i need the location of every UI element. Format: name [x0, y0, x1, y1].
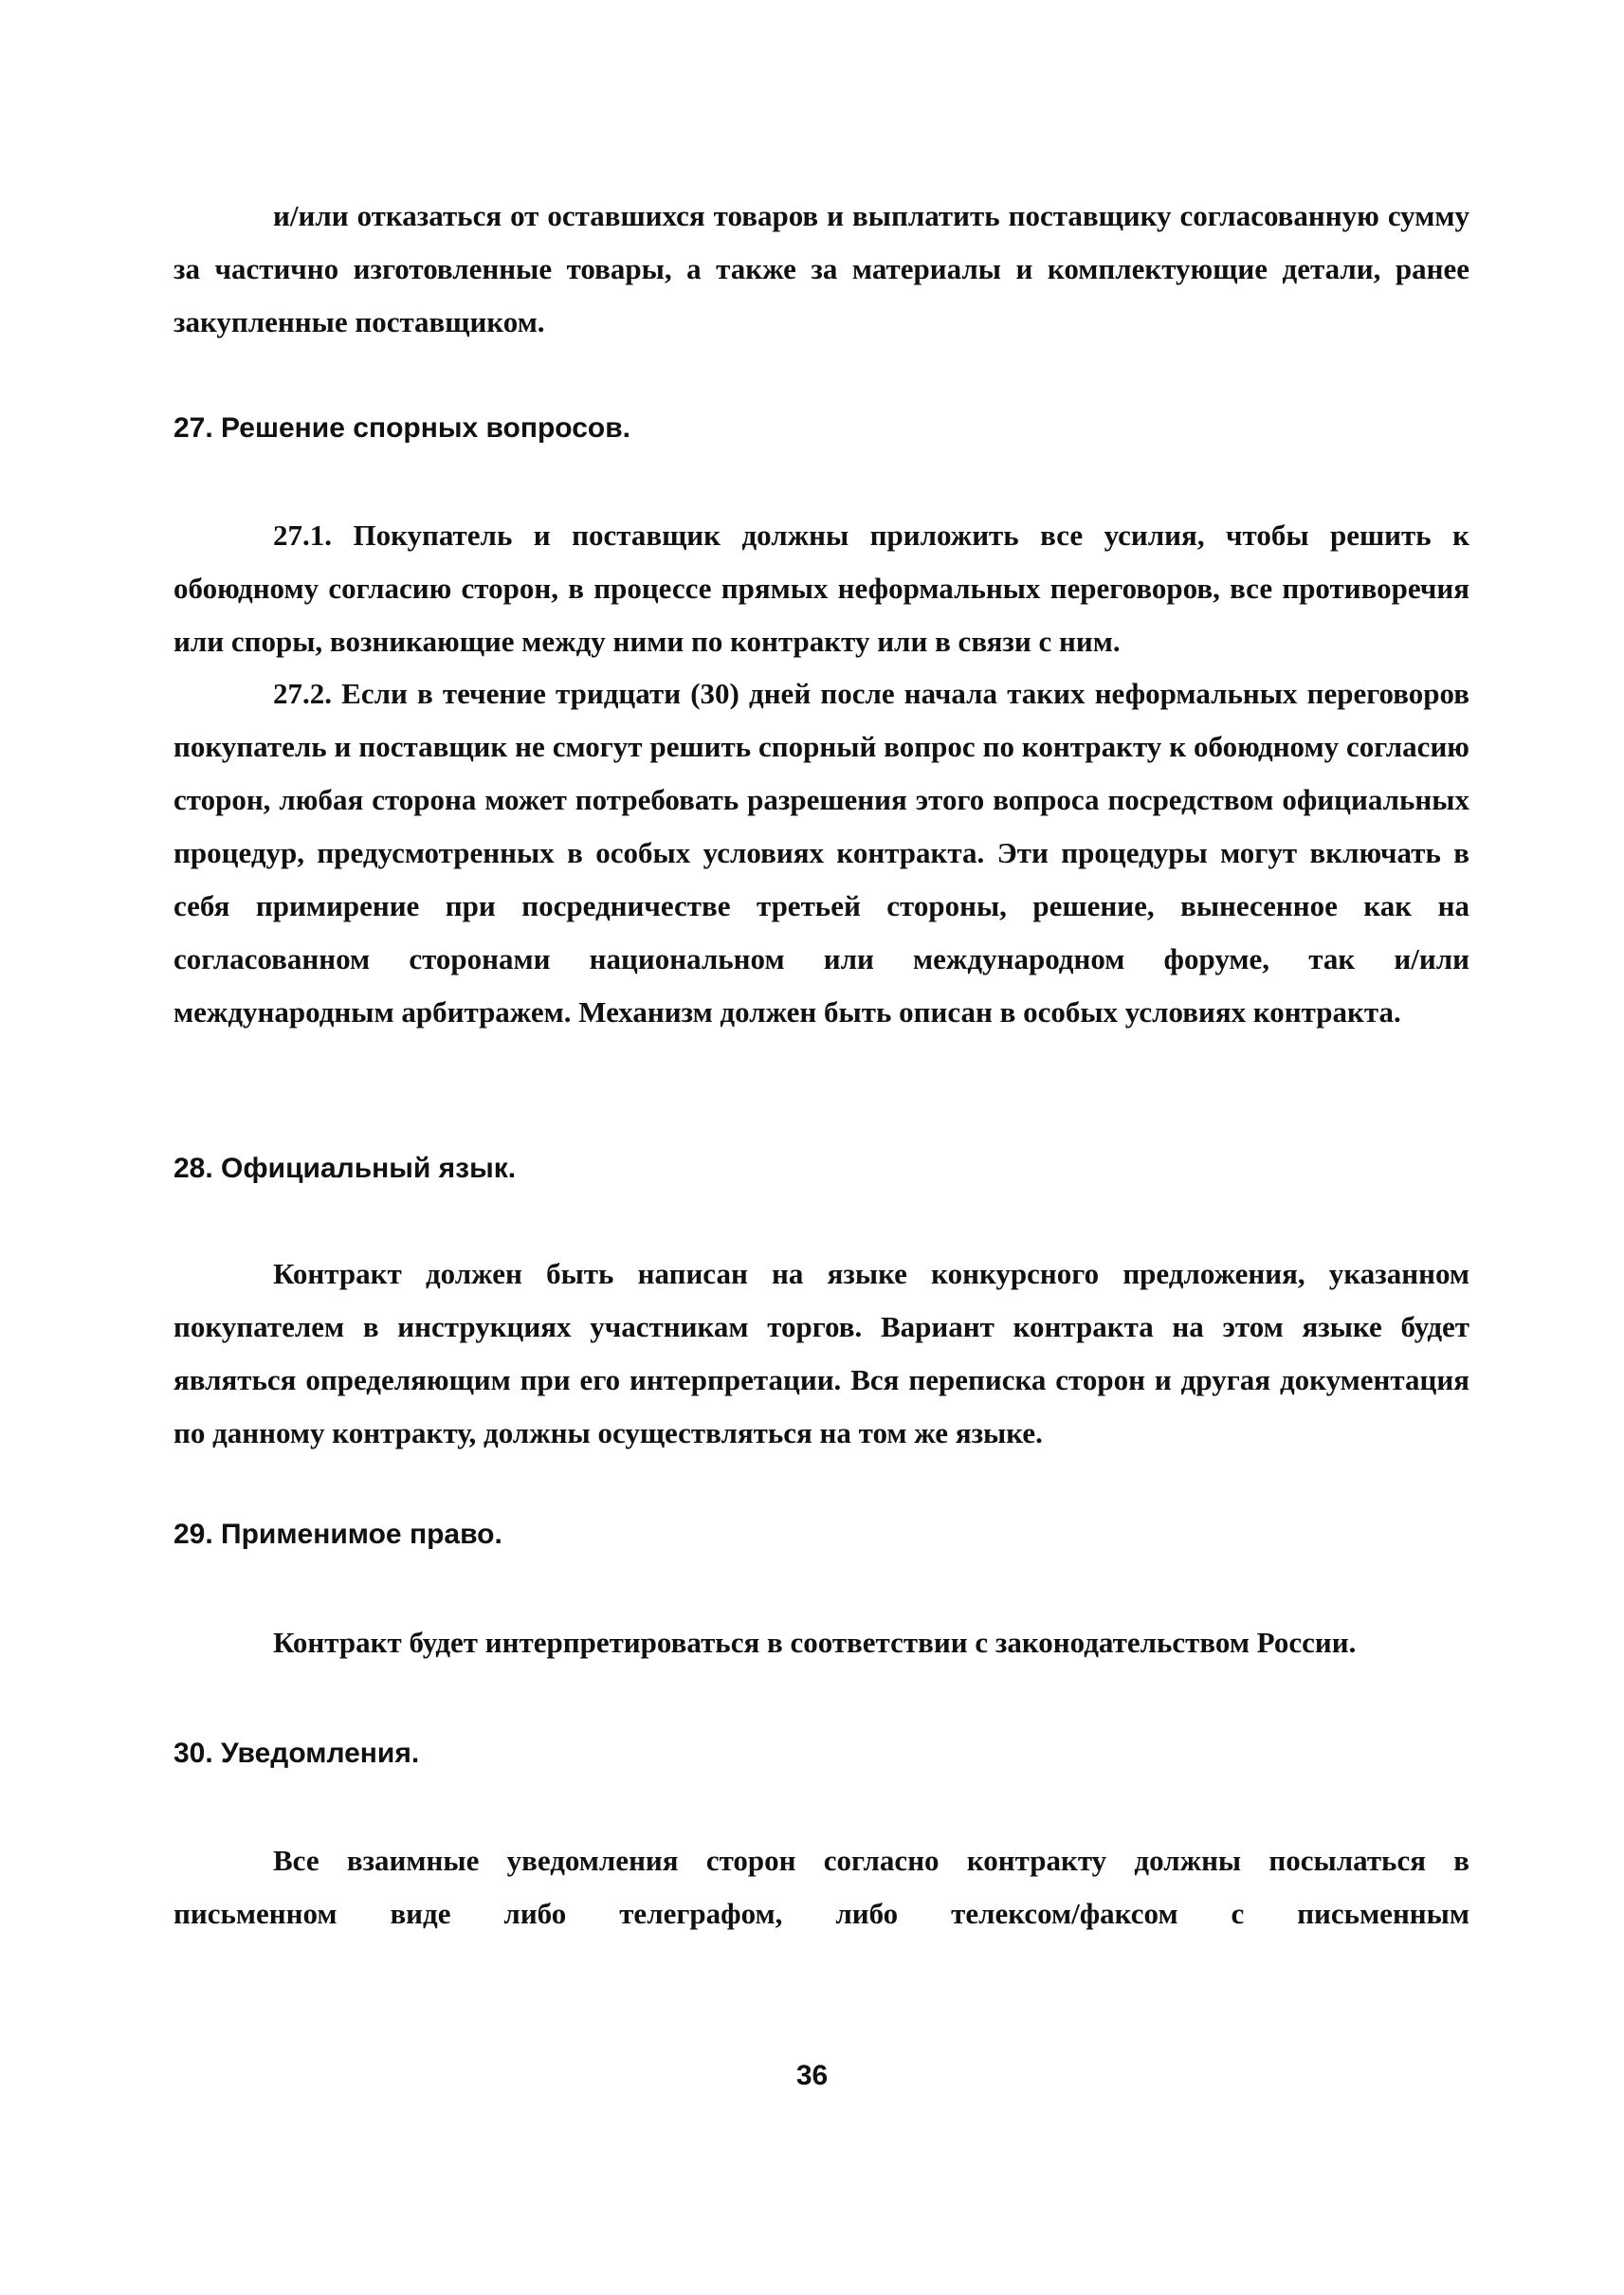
section-heading-28: 28. Официальный язык.	[173, 1153, 517, 1184]
section-heading-30: 30. Уведомления.	[173, 1738, 420, 1769]
paragraph-30: Все взаимные уведомления сторон согласно контракту должны посылаться в письменном виде либо телеграфом, либо телексом/факсом с письменным	[173, 1844, 1469, 1930]
paragraph-29: Контракт будет интерпретироваться в соответствии с законодательством России.	[273, 1626, 1357, 1659]
paragraph-27-1: 27.1. Покупатель и поставщик должны приложить все усилия, чтобы решить к обоюдному согласию сторон, в процессе прямых неформальных переговоров, все противоречия или споры, возникающие между ними по контракту или в связи с ним.	[173, 519, 1469, 658]
section-heading-29: 29. Применимое право.	[173, 1519, 502, 1550]
paragraph-27-2: 27.2. Если в течение тридцати (30) дней после начала таких неформальных переговоров покупатель и поставщик не смогут решить спорный вопрос по контракту к обоюдному согласию сторон, любая сторона может потребовать разрешения этого вопроса посредством официальных процедур, предусмотренных в особых условиях контракта. Эти процедуры могут включать в себя примирение при посредничестве третьей стороны, решение, вынесенное как на согласованном сторонами национальном или международном форуме, так и/или международным арбитражем. Механизм должен быть описан в особых условиях контракта.	[173, 677, 1469, 1029]
paragraph-28: Контракт должен быть написан на языке конкурсного предложения, указанном покупателем в инструкциях участникам торгов. Вариант контракта на этом языке будет являться определяющим при его интерпретации. Вся переписка сторон и другая документация по данному контракту, должны осуществляться на том же языке.	[173, 1257, 1469, 1449]
page-number: 36	[795, 2060, 829, 2091]
section-heading-27: 27. Решение спорных вопросов.	[173, 412, 631, 444]
continuation-paragraph: и/или отказаться от оставшихся товаров и выплатить поставщику согласованную сумму за частично изготовленные товары, а также за материалы и комплектующие детали, ранее закупленные поставщиком.	[173, 199, 1469, 338]
